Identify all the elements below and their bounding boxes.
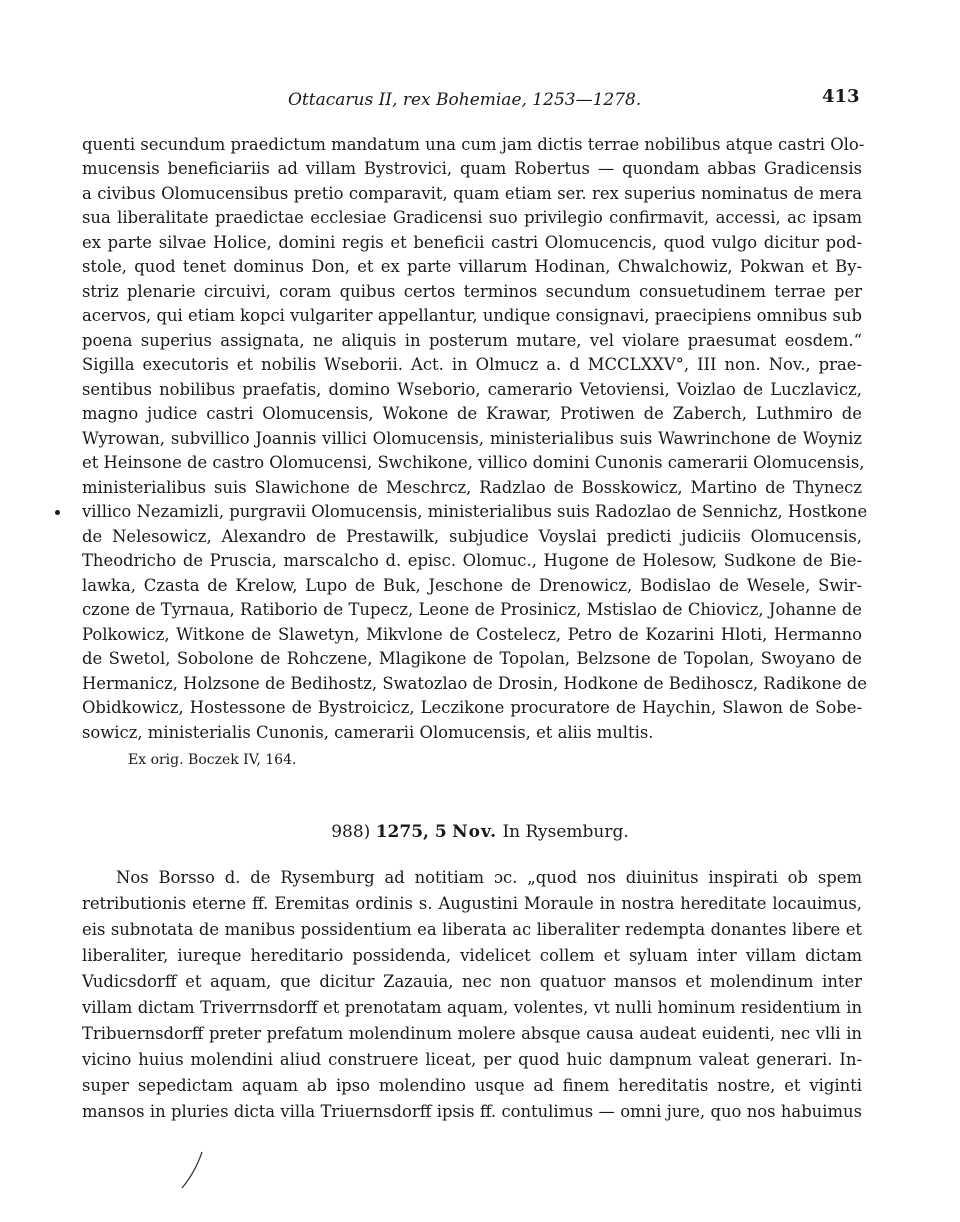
text-line: Obidkowicz, Hostessone de Bystroicicz, Leczikone procuratore de Haychin, Slawon de Sobe- [82,698,862,717]
text-line: mucensis beneficiariis ad villam Bystrovici, quam Robertus — quondam abbas Gradicensis [82,159,862,178]
charter-line: Vudicsdorff et aquam, que dicitur Zazauia, nec non quatuor mansos et molendinum inter [82,972,862,991]
page-number: 413 [822,86,860,107]
text-line: a civibus Olomucensibus pretio comparavit, quam etiam ser. rex superius nominatus de mera [82,184,862,203]
text-line: Theodricho de Pruscia, marscalcho d. episc. Olomuc., Hugone de Holesow, Sudkone de Bie- [82,551,862,570]
charter-line: retributionis eterne ff. Eremitas ordinis s. Augustini Moraule in nostra hereditate locauimus, [82,894,862,913]
charter-line: super sepedictam aquam ab ipso molendino usque ad finem hereditatis nostre, et viginti [82,1076,862,1095]
entry-place: In Rysemburg. [502,822,629,842]
charter-line: mansos in pluries dicta villa Triuernsdorff ipsis ff. contulimus — omni jure, quo nos habuimus [82,1102,862,1121]
entry-month: Nov. [452,822,498,842]
text-line: et Heinsone de castro Olomucensi, Swchikone, villico domini Cunonis camerarii Olomucensis, [82,453,865,472]
text-line: de Nelesowicz, Alexandro de Prestawilk, subjudice Voyslai predicti judiciis Olomucensis, [82,527,862,546]
text-line: stole, quod tenet dominus Don, et ex parte villarum Hodinan, Chwalchowiz, Pokwan et By- [82,257,862,276]
charter-line: vicino huius molendini aliud construere liceat, per quod huic dampnum valeat generari. In- [82,1050,862,1069]
text-line: Polkowicz, Witkone de Slawetyn, Mikvlone de Costelecz, Petro de Kozarini Hloti, Hermanno [82,625,862,644]
running-title: Ottacarus II, rex Bohemiae, 1253—1278. [288,90,642,110]
charter-line: eis subnotata de manibus possidentium ea liberata ac liberaliter redempta donantes libere et [82,920,862,939]
entry-number: 988) [331,822,371,842]
text-line: Hermanicz, Holzsone de Bedihostz, Swatozlao de Drosin, Hodkone de Bedihoscz, Radikone de [82,674,867,693]
page-header [0,86,960,120]
charter-line: liberaliter, iureque hereditario possidenda, videlicet collem et syluam inter villam dictam [82,946,862,965]
text-line: striz plenarie circuivi, coram quibus certos terminos secundum consuetudinem terrae per [82,282,862,301]
margin-mark [55,510,60,515]
charter-line: Tribuernsdorff preter prefatum molendinum molere absque causa audeat euidenti, nec vlli in [82,1024,862,1043]
text-line: lawka, Czasta de Krelow, Lupo de Buk, Jeschone de Drenowicz, Bodislao de Wesele, Swir- [82,576,862,595]
text-line: sentibus nobilibus praefatis, domino Wseborio, camerario Vetoviensi, Voizlao de Luczlavicz, [82,380,862,399]
text-line: magno judice castri Olomucensis, Wokone de Krawar, Protiwen de Zaberch, Luthmiro de [82,404,862,423]
text-line: quenti secundum praedictum mandatum una cum jam dictis terrae nobilibus atque castri Olo- [82,135,865,154]
text-line: acervos, qui etiam kopci vulgariter appellantur, undique consignavi, praecipiens omnibus sub [82,306,862,325]
entry-date: 1275, 5 [375,822,447,842]
text-line: ministerialibus suis Slawichone de Meschrcz, Radzlao de Bosskowicz, Martino de Thynecz [82,478,862,497]
charter-line: Nos Borsso d. de Rysemburg ad notitiam ɔc. „quod nos diuinitus inspirati ob spem [116,868,862,887]
source-note: Ex orig. Boczek IV, 164. [128,752,297,768]
text-line: czone de Tyrnaua, Ratiborio de Tupecz, Leone de Prosinicz, Mstislao de Chiovicz, Johanne de [82,600,862,619]
text-line: sua liberalitate praedictae ecclesiae Gradicensi suo privilegio confirmavit, accessi, ac ipsam [82,208,862,227]
text-line: Wyrowan, subvillico Joannis villici Olomucensis, ministerialibus suis Wawrinchone de Woyniz [82,429,862,448]
ink-stroke [178,1150,208,1190]
charter-line: villam dictam Triverrnsdorff et prenotatam aquam, volentes, vt nulli hominum residentium in [82,998,862,1017]
text-line: villico Nezamizli, purgravii Olomucensis, ministerialibus suis Radozlao de Sennichz, Hostkone [82,502,868,521]
text-line: de Swetol, Sobolone de Rohczene, Mlagikone de Topolan, Belzsone de Topolan, Swoyano de [82,649,862,668]
text-line: poena superius assignata, ne aliquis in posterum mutare, vel violare praesumat eosdem.“ [82,331,862,350]
text-line: ex parte silvae Holice, domini regis et beneficii castri Olomucencis, quod vulgo dicitur pod- [82,233,862,252]
text-line: sowicz, ministerialis Cunonis, camerarii Olomucensis, et aliis multis. [82,723,654,742]
entry-heading [0,822,960,842]
text-line: Sigilla executoris et nobilis Wseborii. Act. in Olmucz a. d MCCLXXV°, III non. Nov., prae- [82,355,862,374]
